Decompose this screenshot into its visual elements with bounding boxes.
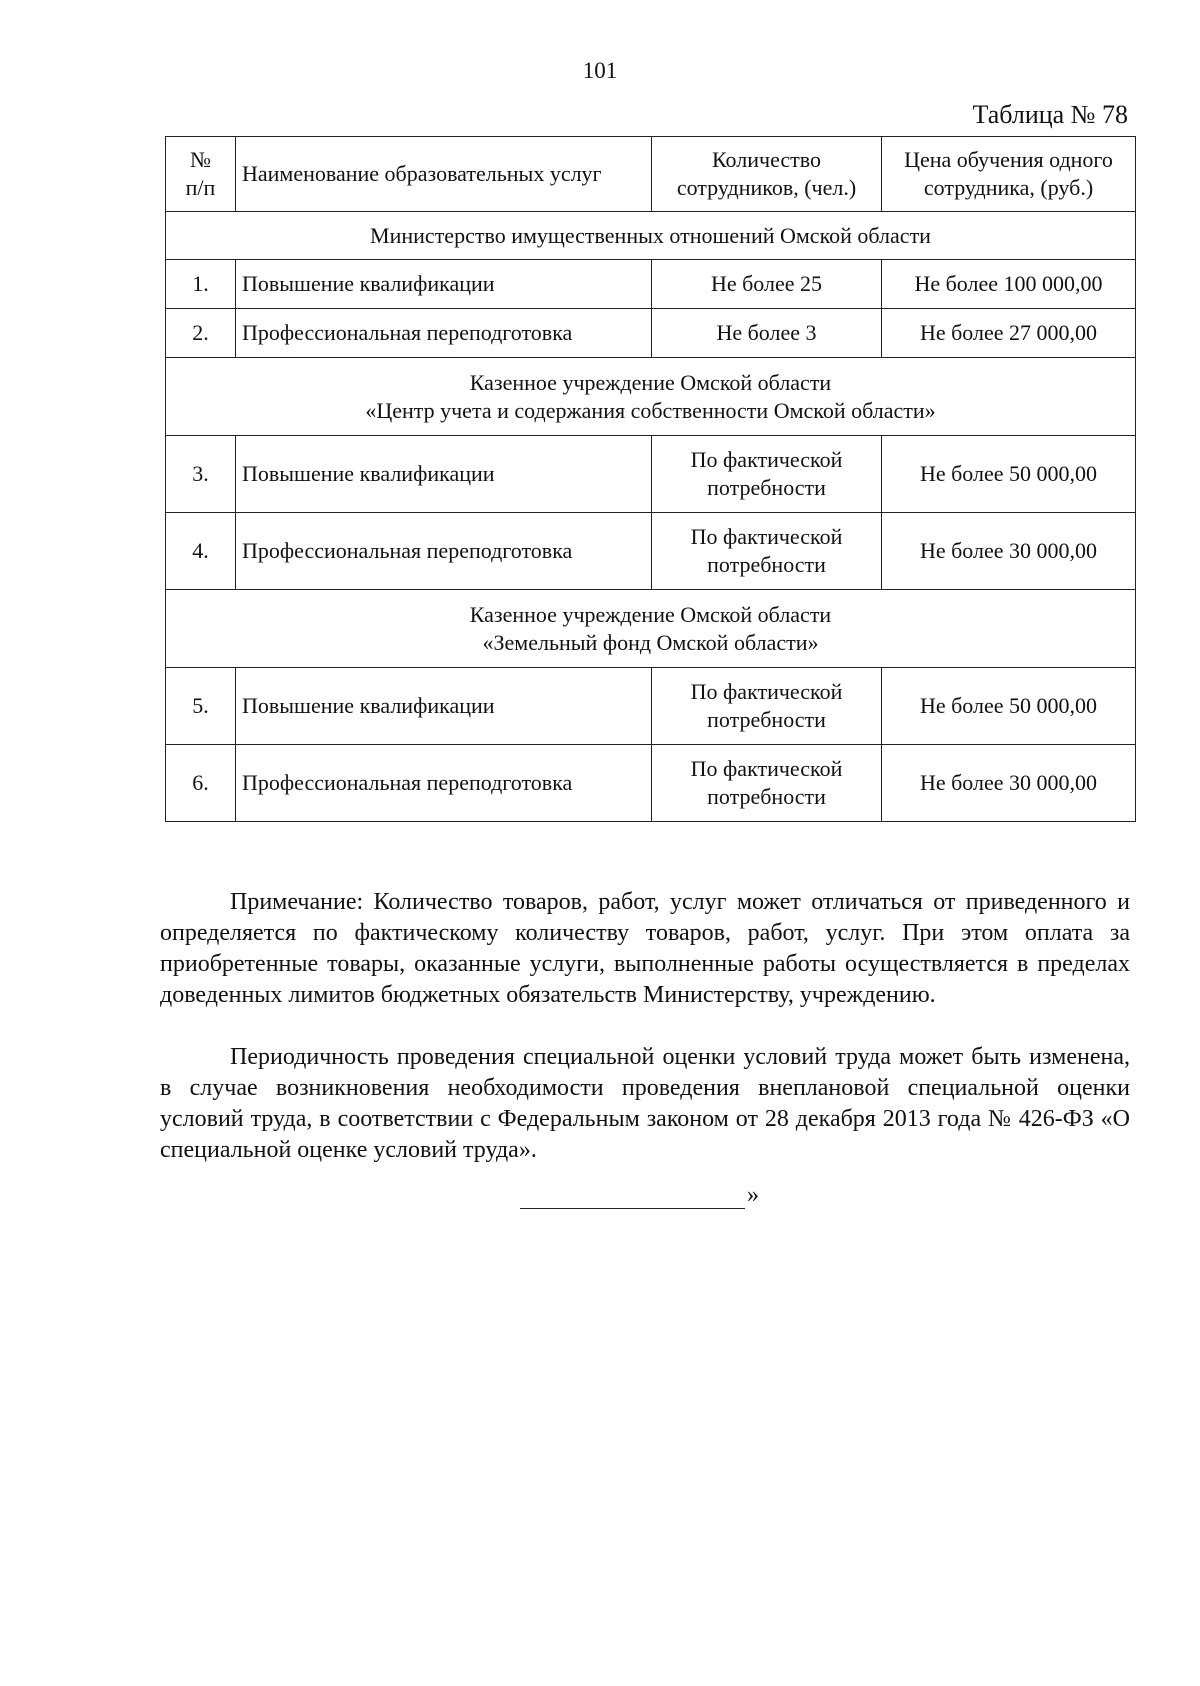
cell-qty-line: По фактической bbox=[690, 679, 843, 704]
note-paragraph: Примечание: Количество товаров, работ, услуг может отличаться от приведенного и определяется по фактическому количеству товаров, работ, услуг. При этом оплата за приобретенные товары, оказанные услуги, выполненные работы осуществляется в пределах доведенных лимитов бюджетных обязательств Министерству, учреждению. bbox=[160, 889, 1130, 1008]
cell-qty bbox=[652, 745, 882, 822]
cell-name: Профессиональная переподготовка bbox=[236, 309, 652, 358]
cell-qty-line: Не более 3 bbox=[716, 320, 817, 345]
header-num-line: № bbox=[190, 147, 211, 172]
cell-price: Не более 30 000,00 bbox=[882, 745, 1136, 822]
cell-num: 5. bbox=[166, 668, 236, 745]
group-title bbox=[166, 590, 1136, 668]
group-title bbox=[166, 358, 1136, 436]
table-row bbox=[166, 513, 1136, 590]
cell-price: Не более 30 000,00 bbox=[882, 513, 1136, 590]
header-price bbox=[882, 137, 1136, 212]
cell-qty-line: потребности bbox=[707, 707, 826, 732]
cell-qty-line: Не более 25 bbox=[710, 271, 823, 296]
periodicity-paragraph: Периодичность проведения специальной оценки условий труда может быть изменена, в случае возникновения необходимости проведения внеплановой специальной оценки условий труда, в соответствии с Федеральным законом от 28 декабря 2013 года № 426-ФЗ «О специальной оценке условий труда». bbox=[160, 1044, 1130, 1163]
cell-qty-line: По фактической bbox=[690, 524, 843, 549]
cell-name: Профессиональная переподготовка bbox=[236, 513, 652, 590]
group-title-line: Казенное учреждение Омской области bbox=[469, 601, 832, 627]
group-title-line: «Земельный фонд Омской области» bbox=[482, 629, 819, 655]
group-header-row bbox=[166, 358, 1136, 436]
cell-num: 2. bbox=[166, 309, 236, 358]
table-row bbox=[166, 260, 1136, 309]
header-price-line: сотрудника, (руб.) bbox=[923, 175, 1094, 200]
header-qty-line: сотрудников, (чел.) bbox=[676, 175, 857, 200]
table-row bbox=[166, 436, 1136, 513]
cell-num: 4. bbox=[166, 513, 236, 590]
cell-qty-line: По фактической bbox=[690, 756, 843, 781]
cell-qty bbox=[652, 436, 882, 513]
header-qty-line: Количество bbox=[711, 147, 822, 172]
services-table bbox=[165, 136, 1136, 822]
cell-qty-line: По фактической bbox=[690, 447, 843, 472]
cell-price: Не более 50 000,00 bbox=[882, 436, 1136, 513]
header-price-line: Цена обучения одного bbox=[904, 147, 1113, 172]
cell-qty bbox=[652, 260, 882, 309]
table-header-row bbox=[166, 137, 1136, 212]
cell-num: 1. bbox=[166, 260, 236, 309]
cell-qty bbox=[652, 668, 882, 745]
cell-qty-line: потребности bbox=[707, 475, 826, 500]
group-title-line: «Центр учета и содержания собственности Омской области» bbox=[365, 397, 936, 423]
group-title-line: Казенное учреждение Омской области bbox=[469, 369, 832, 395]
cell-num: 3. bbox=[166, 436, 236, 513]
header-name: Наименование образовательных услуг bbox=[236, 137, 652, 212]
cell-price: Не более 100 000,00 bbox=[882, 260, 1136, 309]
table-row bbox=[166, 309, 1136, 358]
table-row bbox=[166, 668, 1136, 745]
cell-qty bbox=[652, 513, 882, 590]
group-header-row bbox=[166, 590, 1136, 668]
header-num bbox=[166, 137, 236, 212]
closing-mark bbox=[520, 1182, 759, 1209]
header-num-line: п/п bbox=[185, 175, 216, 200]
table-row bbox=[166, 745, 1136, 822]
periodicity-section bbox=[160, 1042, 1130, 1166]
cell-name: Повышение квалификации bbox=[236, 668, 652, 745]
note-section bbox=[160, 887, 1130, 1011]
cell-qty-line: потребности bbox=[707, 552, 826, 577]
cell-name: Профессиональная переподготовка bbox=[236, 745, 652, 822]
cell-price: Не более 50 000,00 bbox=[882, 668, 1136, 745]
cell-num: 6. bbox=[166, 745, 236, 822]
closing-quote: » bbox=[747, 1182, 759, 1208]
cell-name: Повышение квалификации bbox=[236, 260, 652, 309]
header-qty bbox=[652, 137, 882, 212]
cell-name: Повышение квалификации bbox=[236, 436, 652, 513]
group-title-line: Министерство имущественных отношений Омской области bbox=[370, 222, 931, 248]
table-caption: Таблица № 78 bbox=[972, 100, 1128, 129]
closing-underline bbox=[520, 1186, 745, 1209]
group-title bbox=[166, 212, 1136, 260]
cell-price: Не более 27 000,00 bbox=[882, 309, 1136, 358]
page-number: 101 bbox=[582, 58, 618, 83]
cell-qty-line: потребности bbox=[707, 784, 826, 809]
cell-qty bbox=[652, 309, 882, 358]
group-header-row bbox=[166, 212, 1136, 260]
